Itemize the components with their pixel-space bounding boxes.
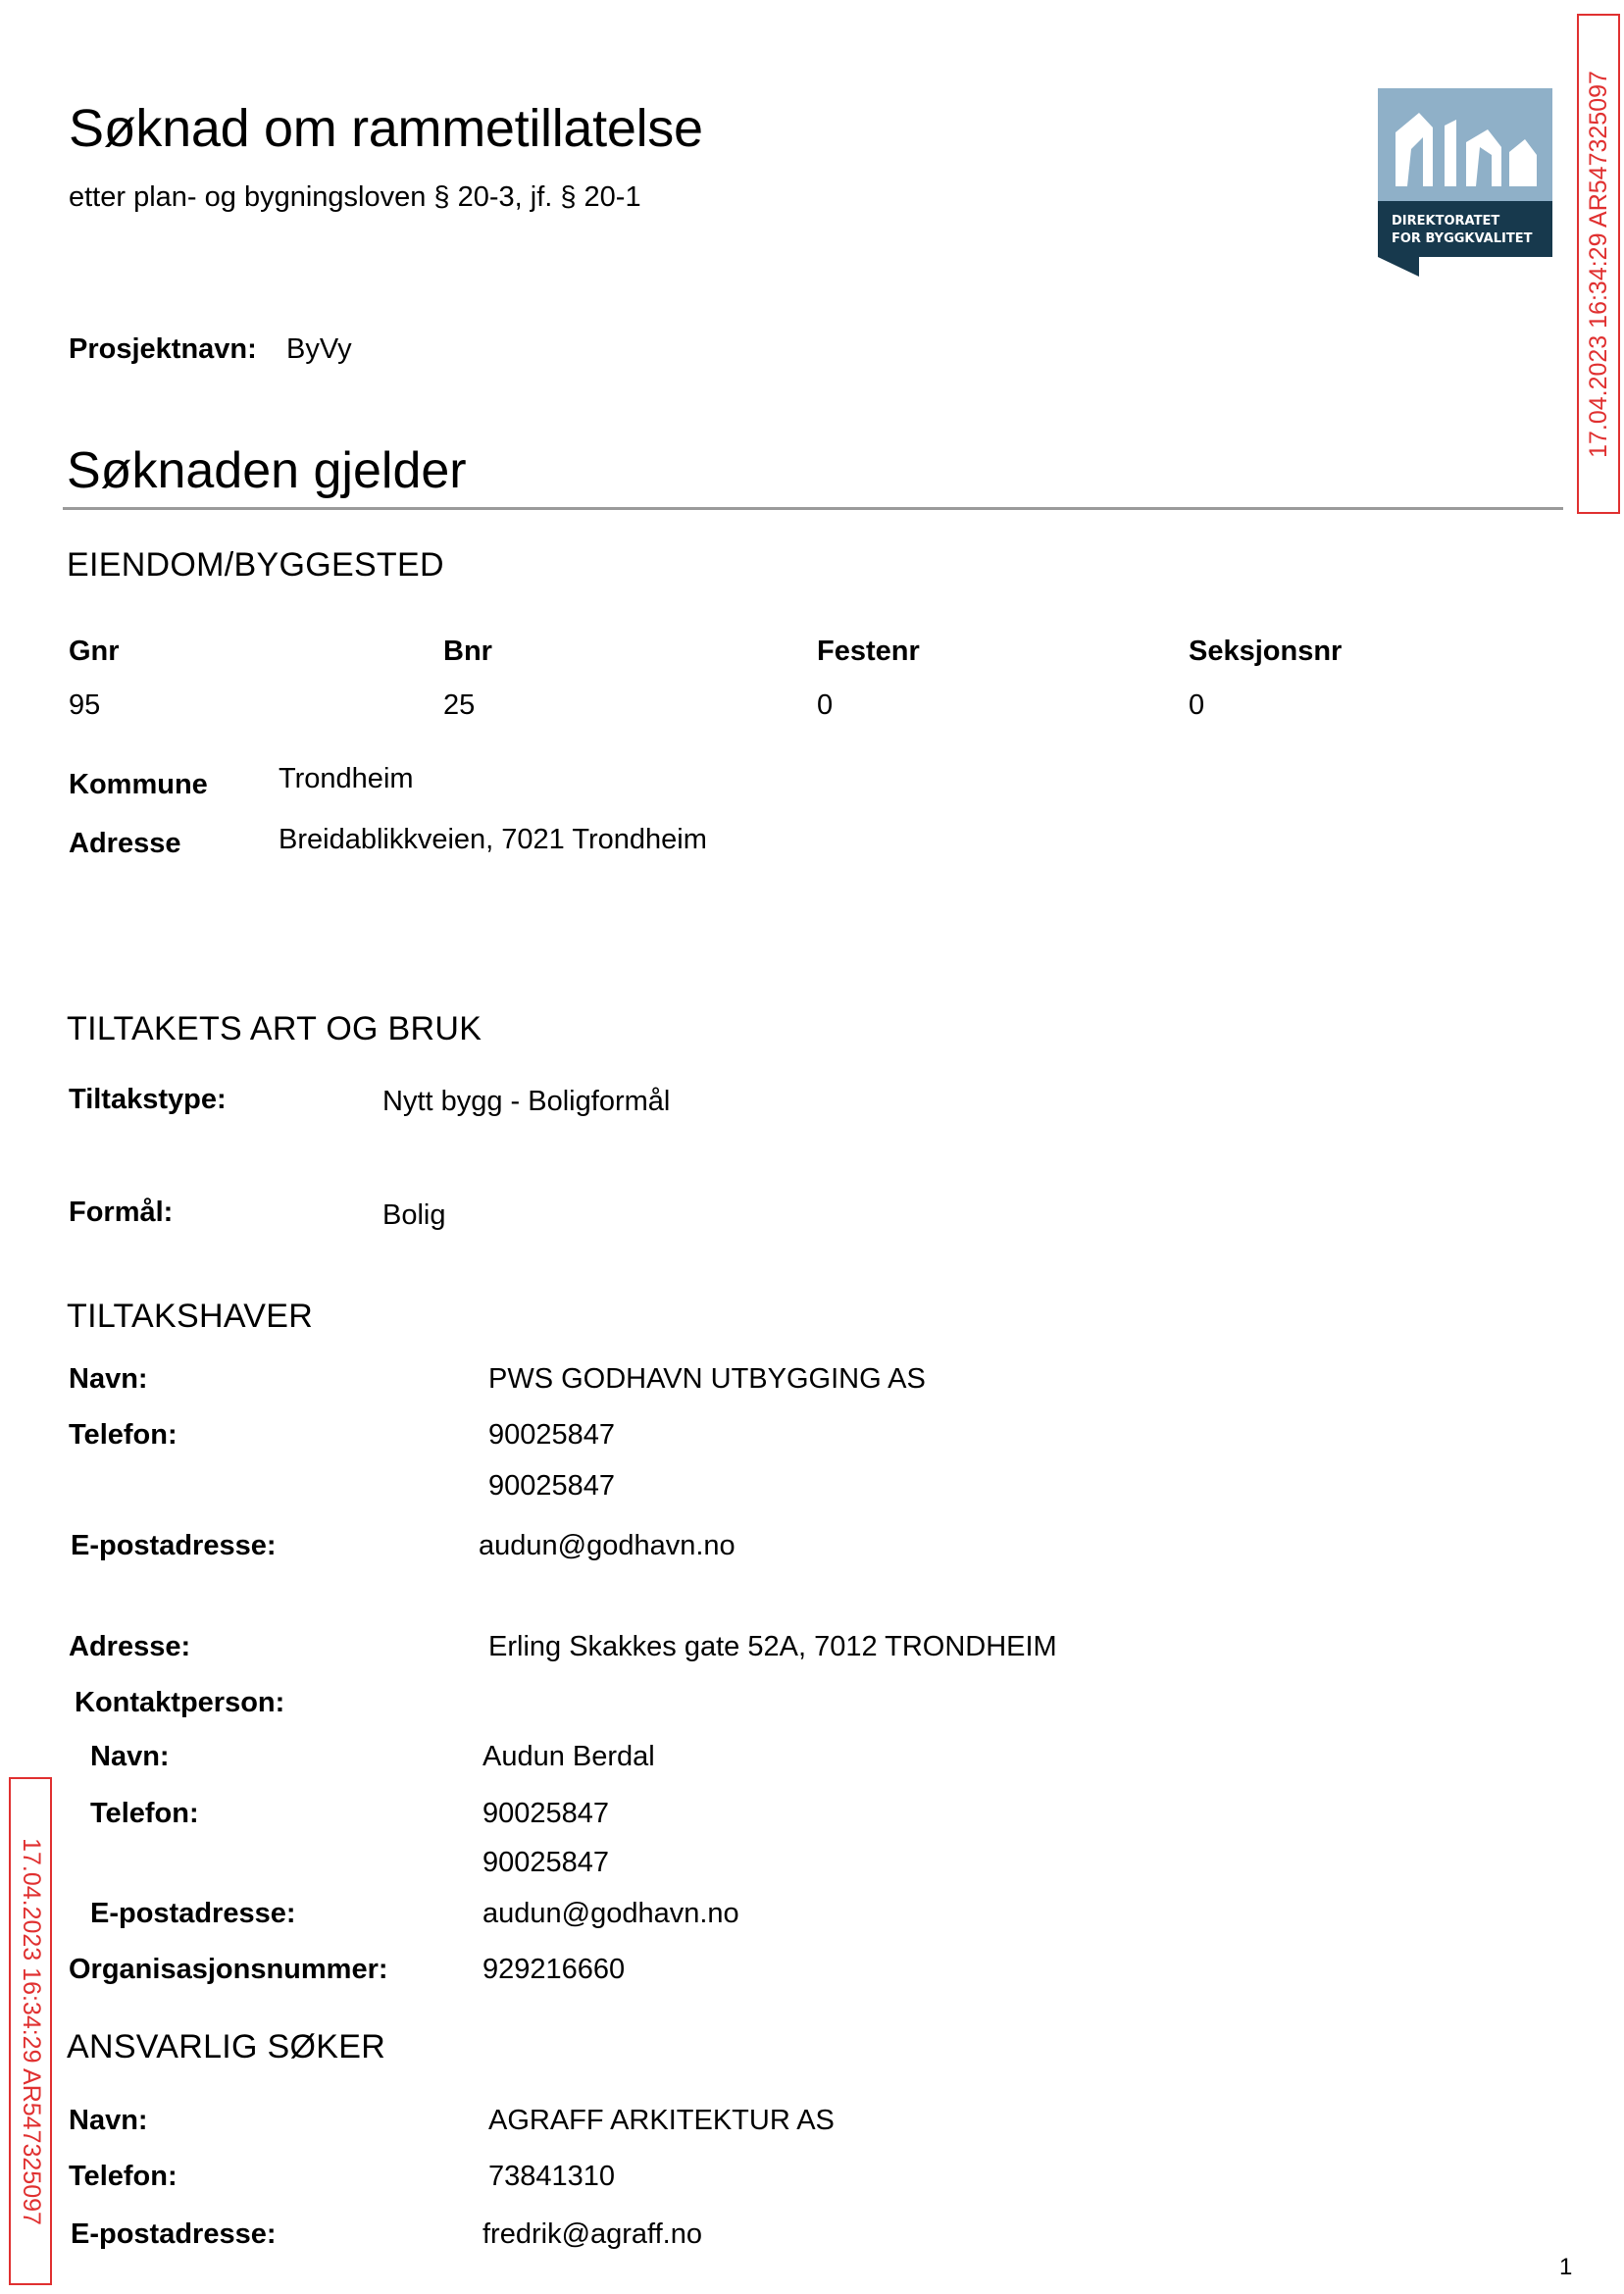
kontakt-telefon-value: 90025847 xyxy=(482,1798,610,1829)
kontakt-epost-label: E-postadresse: xyxy=(90,1898,296,1929)
adresse-label: Adresse xyxy=(69,828,181,859)
formal-label: Formål: xyxy=(69,1197,174,1228)
gnr-value: 95 xyxy=(69,689,101,721)
bnr-label: Bnr xyxy=(443,636,492,667)
tiltakshaver-telefon-label: Telefon: xyxy=(69,1419,178,1451)
festenr-label: Festenr xyxy=(817,636,920,667)
tiltakshaver-adresse-value: Erling Skakkes gate 52A, 7012 TRONDHEIM xyxy=(488,1631,1057,1662)
project-name-value: ByVy xyxy=(286,333,352,365)
ansvarlig-telefon-value: 73841310 xyxy=(488,2161,616,2192)
ansvarlig-epost-value: fredrik@agraff.no xyxy=(482,2218,702,2250)
kontakt-navn-label: Navn: xyxy=(90,1741,170,1772)
bnr-value: 25 xyxy=(443,689,476,721)
timestamp-stamp-top xyxy=(1577,14,1620,514)
seksjonsnr-label: Seksjonsnr xyxy=(1189,636,1343,667)
kommune-label: Kommune xyxy=(69,769,208,800)
tiltakshaver-epost-value: audun@godhavn.no xyxy=(479,1530,736,1561)
kontaktperson-label: Kontaktperson: xyxy=(75,1687,285,1718)
timestamp-stamp-text: 17.04.2023 16:34:29 AR547325097 xyxy=(17,1837,45,2225)
timestamp-stamp-text: 17.04.2023 16:34:29 AR547325097 xyxy=(1584,70,1612,458)
timestamp-stamp-left xyxy=(9,1777,52,2285)
tiltakstype-label: Tiltakstype: xyxy=(69,1084,227,1115)
kontakt-telefon-label: Telefon: xyxy=(90,1798,199,1829)
section-divider xyxy=(63,507,1563,510)
ansvarlig-heading: ANSVARLIG SØKER xyxy=(67,2028,386,2065)
tiltakshaver-navn-value: PWS GODHAVN UTBYGGING AS xyxy=(488,1363,926,1395)
document-title: Søknad om rammetillatelse xyxy=(69,99,703,158)
ansvarlig-navn-label: Navn: xyxy=(69,2105,148,2136)
tiltakshaver-telefon-value: 90025847 xyxy=(488,1419,616,1451)
kontakt-telefon-value-2: 90025847 xyxy=(482,1847,610,1878)
dibk-logo xyxy=(1378,88,1552,277)
org-number-label: Organisasjonsnummer: xyxy=(69,1954,388,1985)
adresse-value: Breidablikkveien, 7021 Trondheim xyxy=(279,824,707,855)
org-number-value: 929216660 xyxy=(482,1954,626,1985)
ansvarlig-epost-label: E-postadresse: xyxy=(71,2218,277,2250)
logo-text-line2: FOR BYGGKVALITET xyxy=(1392,231,1533,246)
project-name-label: Prosjektnavn: xyxy=(69,333,257,365)
tiltakshaver-navn-label: Navn: xyxy=(69,1363,148,1395)
kontakt-epost-value: audun@godhavn.no xyxy=(482,1898,739,1929)
tiltakshaver-heading: TILTAKSHAVER xyxy=(67,1298,314,1335)
tiltakshaver-epost-label: E-postadresse: xyxy=(71,1530,277,1561)
property-heading: EIENDOM/BYGGESTED xyxy=(67,546,444,584)
document-subtitle: etter plan- og bygningsloven § 20-3, jf. § 20-1 xyxy=(69,181,641,213)
seksjonsnr-value: 0 xyxy=(1189,689,1205,721)
tiltakstype-value: Nytt bygg - Boligformål xyxy=(382,1086,671,1117)
festenr-value: 0 xyxy=(817,689,834,721)
ansvarlig-telefon-label: Telefon: xyxy=(69,2161,178,2192)
kommune-value: Trondheim xyxy=(279,763,414,794)
formal-value: Bolig xyxy=(382,1199,446,1231)
logo-text-line1: DIREKTORATET xyxy=(1392,214,1500,229)
gnr-label: Gnr xyxy=(69,636,120,667)
tiltakshaver-adresse-label: Adresse: xyxy=(69,1631,191,1662)
section-heading: Søknaden gjelder xyxy=(67,442,467,499)
page-number: 1 xyxy=(1559,2254,1573,2280)
tiltak-heading: TILTAKETS ART OG BRUK xyxy=(67,1010,482,1047)
tiltakshaver-telefon-value-2: 90025847 xyxy=(488,1470,616,1502)
kontakt-navn-value: Audun Berdal xyxy=(482,1741,655,1772)
ansvarlig-navn-value: AGRAFF ARKITEKTUR AS xyxy=(488,2105,835,2136)
